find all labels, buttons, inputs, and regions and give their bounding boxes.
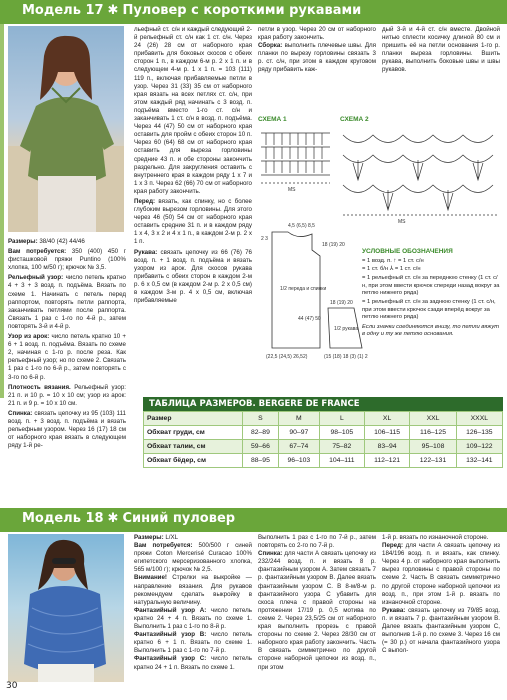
size-table-title: ТАБЛИЦА РАЗМЕРОВ. BERGERE DE FRANCE xyxy=(143,397,503,411)
model17-col3-text: петли в узор. Через 20 см от наборного края работу закончить. Сборка: выполнить плечевые швы. Для планки по вырезу горловины связать 3 р. ст. с/н, при этом в каждом круговом ряду прибавить каж- xyxy=(258,26,376,74)
model18-title: Модель 18 ✱ Синий пуловер xyxy=(22,511,236,526)
pattern-label-m1: 4,5 (6,5) 8,5 xyxy=(288,223,315,229)
pattern-label-m10: (15 (18) 18 (3) (1) 2 xyxy=(324,354,368,360)
woman-in-green-pullover-image xyxy=(8,26,124,232)
legend-item: = 1 рельефный ст. с/н за заднюю стенку (1 ст. с/н, при этом ввести крючок сзади вперёд вокруг за петлю нижнего ряда) xyxy=(362,299,496,321)
page-number: 30 xyxy=(6,681,18,691)
legend xyxy=(362,248,500,338)
legend-note: Если значки соединяются внизу, то петли вяжут в одну и ту же петлю основания. xyxy=(362,323,500,338)
scheme1-chart xyxy=(258,125,333,193)
table-row: Обхват груди, см 82–89 90–97 98–105 106–115 116–125 126–135 xyxy=(144,426,503,440)
pattern-label-m2: 2 3 xyxy=(261,236,268,242)
model18-header-band xyxy=(0,508,507,532)
model18-photo xyxy=(8,534,124,682)
size-table-header-row: Размер S M L XL XXL XXXL xyxy=(144,412,503,426)
model17-col4-text: дый 3-й и 4-й ст. с/н вместе. Двойной нитью сплести косичку длиной 80 см и пришить её на петли основания 1-го р. планки выреза горловины. Вшить рукава, выполнить боковые швы и швы рукавов. xyxy=(382,26,500,74)
model18-col1-text: Размеры: L/XL Вам потребуется: 500/500 г синей пряжи Coton Mercerisé Curacao 100% египетского мерсеризованного хлопка, 565 м/100 г); крючок № 2,5. Внимание! Стрелки на выкройке — направление вязания. Для рукавов рекомендуем сделать выкройку в натуральную величину. Фантазийный узор А: число петель кратно 24 + 4 п. Вязать по схеме 1. Выполнить 1 раз с 1-го по 8-й р. Фантазийный узор В: число петель кратно 6 + 1 п. Вязать по схеме 1. Выполнить 1 раз с 1-го по 7-й р. Фантазийный узор С: число петель кратно 24 + 1 п. Вязать по схеме 1. xyxy=(134,534,252,671)
scheme1-ms: MS xyxy=(288,187,296,193)
decorative-strip xyxy=(0,24,4,398)
model18-col3-text: 1-й р. вязать по изнаночной стороне. Перед: для части А связать цепочку из 184/196 возд. п. и вязать, как спинку. Через 4 р. от наборного края выполнить вырез горловины с правой стороны по схеме 2. Часть В связать симметрично по другой стороне наборной цепочки из возд. п., при этом 1-й р. вязать по изнаночной стороне. Рукава: связать цепочку из 79/85 возд. п. и вязать 7 р. фантазийным узором В. Далее вязать фантазийным узором С, выполнив 1-й р. по схеме 3. Через 16 см (= 30 р.) от начала фантазийного узора С выпол- xyxy=(382,534,500,655)
legend-item: = 1 ст. б/н ⅄ = 1 ст. с/н xyxy=(362,265,421,272)
scheme2-label: СХЕМА 2 xyxy=(340,116,369,123)
woman-in-blue-pullover-image xyxy=(8,534,124,682)
model17-col1-text: Размеры: 38/40 (42) 44/46 Вам потребуется: 350 (400) 450 г фисташковой пряжи Puntino (100% хлопка, 100 м/50 г); крючок № 3,5. Рельефный узор: число петель кратно 4 + 3 + 3 возд. п. подъёма. Вязать по схеме 1. Начинать с петель перед раппортом, повторять петли раппорта, заканчивать петлями после раппорта. Связать 1 раз с 1-го по 4-й р., затем повторять 3-й и 4-й р. Узор из арок: число петель кратно 10 + 6 + 1 возд. п. подъёма. Вязать по схеме 2, начиная с 1-го р. после реза. Как рельефный узор; но по схеме 2. Связать 1 раз с 1-го по 6-й р., затем повторять с 3-го по 6-й р. Плотность вязания. Рельефный узор: 21 п. и 10 р. = 10 х 10 см; узор из арок: 21 п. и 9 р. = 10 х 10 см. Спинка: связать цепочку из 95 (103) 111 возд. п. + 3 возд. п. подъёма и вязать рельефным узором. Через 16 (17) 18 см от наборного края вязать в следующем ряду 1-й ре- xyxy=(8,238,126,450)
model17-title: Модель 17 ✱ Пуловер с короткими рукавами xyxy=(22,3,362,18)
pattern-label-front-back: 1/2 переда и спинки xyxy=(280,286,327,292)
pattern-label-sleeve: 1/2 рукава xyxy=(334,326,359,332)
pattern-label-m7: 18 (19) 20 xyxy=(330,300,353,306)
model17-col2-text: льефный ст. с/н и каждый следующий 2-й рельефный ст. с/н как 1 ст. с/н. Через 24 (26) 28 см от наборного края прибавить для боковых скосов с обеих сторон 1 п., в каждом 6-м р. 2 х 1 п. и в следующем 4-м р. 1 х 1 п. = 103 (111) 119 п., включая прибавляемые петли в узор. Через 31 (33) 35 см от наборного края вязать на всех петлях ст. с/н, при этом каждый ряд начинать с 3 возд. п. подъёма вместо 1-го ст. с/н и заканчивать 1 ст. с/н в возд. п. подъёма. Через 44 (47) 50 см от наборного края оставить для пройм с обеих сторон 10 п. Через 60 (64) 68 см от наборного края оставить для выреза горловины средние 43 п. и обе стороны закончить раздельно. Для закругления оставить с внутреннего края в каждом ряду 1 х 7 и 1 х 3 п. Через 62 (66) 70 см от наборного края работу закончить. Перед: вязать, как спинку, но с более глубоким вырезом горловины. Для этого через 46 (50) 54 см от наборного края оставить средние 31 п. и в каждом ряду 1 х 4, 3 х 2 и 4 х 1 п., в каждом 2-м р. 2 х 1 п. Рукава: связать цепочку из 66 (76) 76 возд. п. + 1 возд. п. подъёма и вязать узором из арок. Для скосов рукава прибавить с обеих сторон в каждом 2-м р. 6 х 0,5 см (в каждом 2-м р. 2 х 0,5 см) в каждом 3-м р. 4 х 0,5 см, включая прибавляемые xyxy=(134,26,252,305)
legend-item: = 1 возд. п. ↑ = 1 ст. с/н xyxy=(362,258,424,265)
scheme2-ms: MS xyxy=(398,219,406,225)
pattern-label-m5: 44 (47) 50 xyxy=(298,316,321,322)
pattern-diagram xyxy=(258,220,368,370)
table-row: Обхват талии, см 59–66 67–74 75–82 83–94 95–108 109–122 xyxy=(144,440,503,454)
model17-header-band xyxy=(0,0,507,24)
legend-item: = 1 рельефный ст. с/н за переднюю стенку (1 ст. с/н, при этом ввести крючок спереди назад вокруг за петлю нижнего ряда) xyxy=(362,275,500,297)
pattern-label-m4: 18 (19) 20 xyxy=(322,242,345,248)
table-row: Обхват бёдер, см 88–95 96–103 104–111 112–121 122–131 132–141 xyxy=(144,454,503,468)
pattern-label-m9: (22,5 (24,5) 26,52) xyxy=(266,354,308,360)
model17-photo xyxy=(8,26,124,232)
legend-title: УСЛОВНЫЕ ОБОЗНАЧЕНИЯ xyxy=(362,248,453,255)
model18-col2-text: Выполнить 1 раз с 1-го по 7-й р., затем повторять со 2-го по 7-й р. Спинка: для части А связать цепочку из 232/244 возд. п. и вязать 8 р. фантазийным узором А. Затем связать 7 р. фантазийным узором В. Далее вязать фантазийным узором С. В 8-м/8-м р. фантазийного узора С убавить для скоса плеча с правой стороны на протяжении 17/19 р. 0,5 мотива по схеме 2. Через 23,5/25 см от наборного края выполнить прорезь с правой стороны по схеме 2. Через 28/30 см от наборного края работу закончить. Часть В связать симметрично по другой стороне наборной цепочки из возд. п., при этом xyxy=(258,534,376,671)
scheme1-label: СХЕМА 1 xyxy=(258,116,287,123)
scheme2-chart xyxy=(338,125,503,225)
size-table xyxy=(143,411,503,468)
